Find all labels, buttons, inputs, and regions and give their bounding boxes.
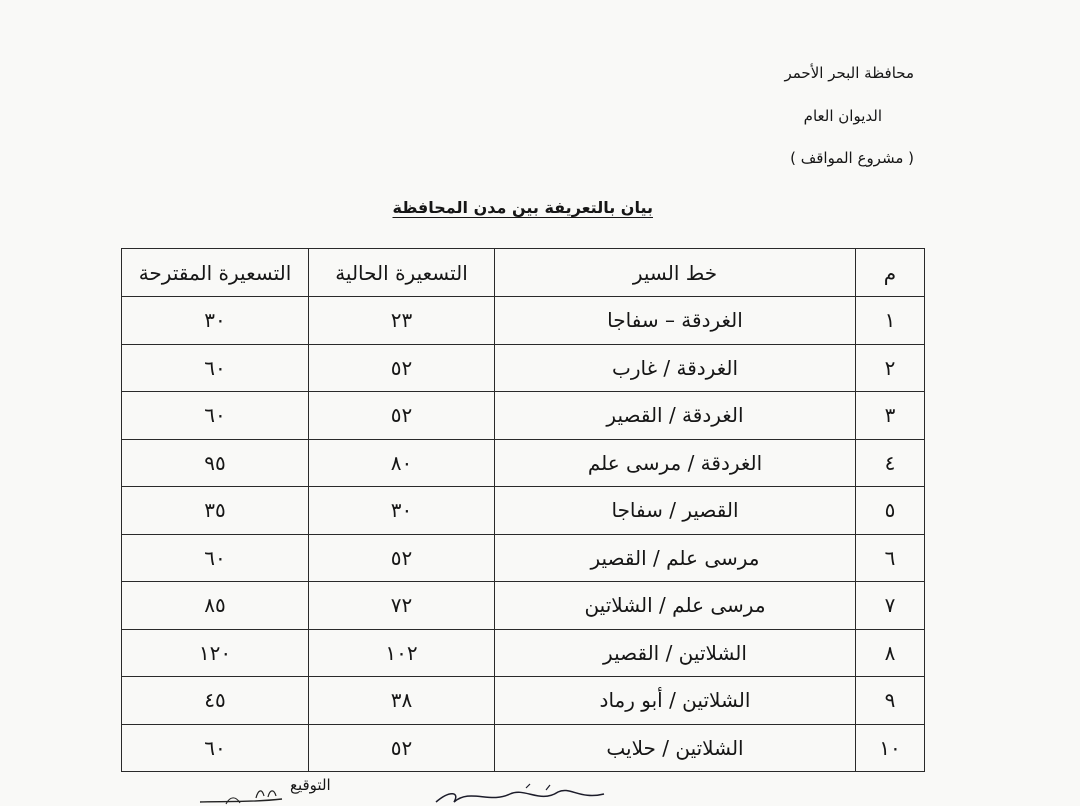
proposed-fare-cell: ٦٠ bbox=[122, 724, 309, 772]
current-fare-cell: ٥٢ bbox=[309, 534, 495, 582]
proposed-fare-cell: ٤٥ bbox=[122, 677, 309, 725]
current-fare-cell: ٣٨ bbox=[309, 677, 495, 725]
project-name: ( مشروع المواقف ) bbox=[790, 149, 914, 167]
row-number: ٨ bbox=[856, 629, 925, 677]
route-cell: الغردقة / مرسى علم bbox=[495, 439, 856, 487]
table-row bbox=[122, 629, 925, 677]
current-fare-cell: ٥٢ bbox=[309, 724, 495, 772]
route-cell: الغردقة / غارب bbox=[495, 344, 856, 392]
proposed-fare-cell: ٩٥ bbox=[122, 439, 309, 487]
proposed-fare-cell: ٦٠ bbox=[122, 534, 309, 582]
table-row bbox=[122, 297, 925, 345]
table-row bbox=[122, 392, 925, 440]
column-header-current-fare: التسعيرة الحالية bbox=[309, 249, 495, 297]
current-fare-cell: ٧٢ bbox=[309, 582, 495, 630]
handwritten-signature-left bbox=[196, 784, 286, 806]
route-cell: مرسى علم / القصير bbox=[495, 534, 856, 582]
current-fare-cell: ٥٢ bbox=[309, 344, 495, 392]
fares-table bbox=[121, 248, 925, 772]
row-number: ٥ bbox=[856, 487, 925, 535]
proposed-fare-cell: ٨٥ bbox=[122, 582, 309, 630]
route-cell: الغردقة – سفاجا bbox=[495, 297, 856, 345]
table-row bbox=[122, 487, 925, 535]
row-number: ٩ bbox=[856, 677, 925, 725]
current-fare-cell: ٨٠ bbox=[309, 439, 495, 487]
table-row bbox=[122, 344, 925, 392]
proposed-fare-cell: ١٢٠ bbox=[122, 629, 309, 677]
current-fare-cell: ٥٢ bbox=[309, 392, 495, 440]
row-number: ٦ bbox=[856, 534, 925, 582]
proposed-fare-cell: ٦٠ bbox=[122, 392, 309, 440]
column-header-route: خط السير bbox=[495, 249, 856, 297]
handwritten-signature-right bbox=[430, 782, 610, 806]
column-header-proposed-fare: التسعيرة المقترحة bbox=[122, 249, 309, 297]
route-cell: القصير / سفاجا bbox=[495, 487, 856, 535]
table-row bbox=[122, 724, 925, 772]
signature-label: التوقيع bbox=[290, 776, 331, 794]
table-row bbox=[122, 582, 925, 630]
table-row bbox=[122, 534, 925, 582]
table-row bbox=[122, 439, 925, 487]
current-fare-cell: ١٠٢ bbox=[309, 629, 495, 677]
route-cell: الشلاتين / القصير bbox=[495, 629, 856, 677]
row-number: ١٠ bbox=[856, 724, 925, 772]
route-cell: الغردقة / القصير bbox=[495, 392, 856, 440]
route-cell: الشلاتين / حلايب bbox=[495, 724, 856, 772]
current-fare-cell: ٢٣ bbox=[309, 297, 495, 345]
route-cell: مرسى علم / الشلاتين bbox=[495, 582, 856, 630]
proposed-fare-cell: ٣٠ bbox=[122, 297, 309, 345]
proposed-fare-cell: ٣٥ bbox=[122, 487, 309, 535]
row-number: ٢ bbox=[856, 344, 925, 392]
table-row bbox=[122, 677, 925, 725]
row-number: ٧ bbox=[856, 582, 925, 630]
document-title: بيان بالتعريفة بين مدن المحافظة bbox=[392, 198, 653, 217]
row-number: ٤ bbox=[856, 439, 925, 487]
current-fare-cell: ٣٠ bbox=[309, 487, 495, 535]
row-number: ٣ bbox=[856, 392, 925, 440]
route-cell: الشلاتين / أبو رماد bbox=[495, 677, 856, 725]
department-name: الديوان العام bbox=[803, 107, 882, 125]
table-header-row bbox=[122, 249, 925, 297]
column-header-number: م bbox=[856, 249, 925, 297]
row-number: ١ bbox=[856, 297, 925, 345]
governorate-name: محافظة البحر الأحمر bbox=[784, 64, 914, 82]
proposed-fare-cell: ٦٠ bbox=[122, 344, 309, 392]
